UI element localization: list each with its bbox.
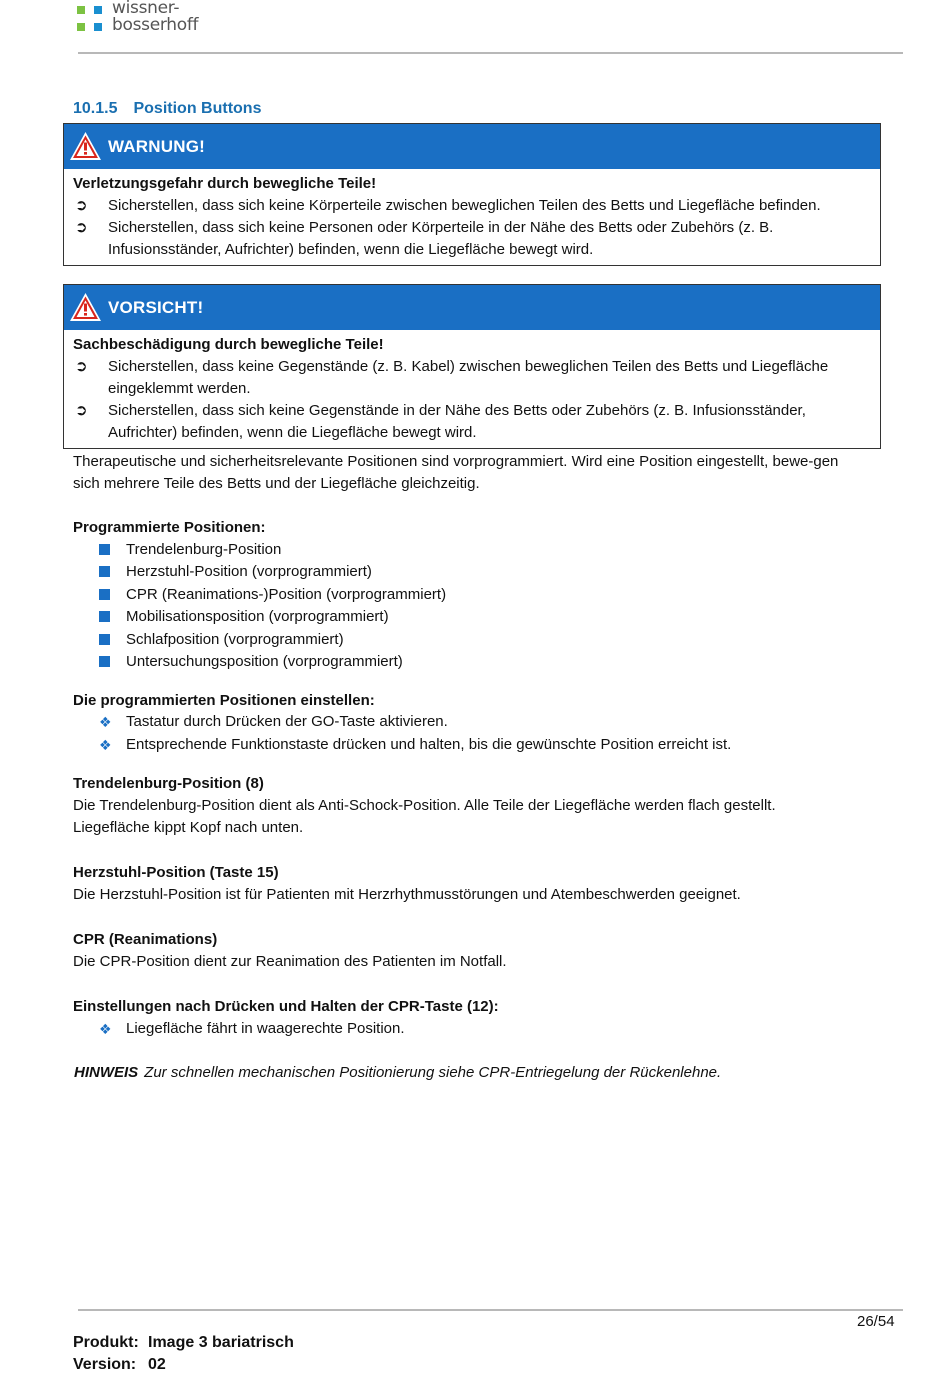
cpr-section — [73, 929, 873, 973]
page-number: 26/54 — [857, 1313, 895, 1330]
warning-title: WARNUNG! — [108, 137, 205, 156]
note-label: HINWEIS — [74, 1064, 139, 1081]
square-bullet-icon — [99, 566, 110, 577]
trendelenburg-heading: Trendelenburg-Position (8) — [73, 775, 264, 792]
note-text: Zur schnellen mechanischen Positionierung siehe CPR-Entriegelung der Rückenlehne. — [144, 1064, 722, 1081]
caution-item-text: Sicherstellen, dass keine Gegenstände (z. B. Kabel) zwischen beweglichen Teilen des Betts und Liegefläche eingeklemmt werden. — [108, 358, 829, 397]
cpr-settings-heading: Einstellungen nach Drücken und Halten der CPR-Taste (12): — [73, 998, 499, 1015]
list-item-text: Trendelenburg-Position — [126, 541, 282, 558]
logo-line-2: bosserhoff — [112, 15, 199, 35]
list-item-text: Mobilisationsposition (vorprogrammiert) — [126, 608, 389, 626]
diamond-bullet-icon: ❖ — [99, 714, 112, 730]
warning-box — [63, 123, 881, 266]
product-label: Produkt: — [73, 1334, 139, 1351]
arrow-icon: ➲ — [75, 219, 88, 236]
list-item-text: CPR (Reanimations-)Position (vorprogrammiert) — [126, 585, 447, 603]
caution-body — [64, 330, 880, 448]
arrow-icon: ➲ — [75, 402, 88, 419]
list-item-text: Tastatur durch Drücken der GO-Taste aktivieren. — [126, 713, 448, 730]
intro-paragraph: Therapeutische und sicherheitsrelevante Positionen sind vorprogrammiert. Wird eine Position eingestellt, bewe-gen sich mehrere Teile des Betts und der Liegefläche gleichzeitig. — [73, 453, 839, 492]
section-number: 10.1.5 — [73, 100, 118, 117]
warning-subtitle: Verletzungsgefahr durch bewegliche Teile! — [73, 175, 377, 192]
list-item — [99, 606, 446, 628]
square-bullet-icon — [99, 589, 110, 600]
trendelenburg-line-1: Die Trendelenburg-Position dient als Anti-Schock-Position. Alle Teile der Liegefläche werden flach gestellt. — [73, 797, 776, 814]
trendelenburg-section — [73, 773, 873, 839]
warning-triangle-icon — [69, 131, 102, 161]
header-rule — [78, 52, 903, 54]
footer-rule — [78, 1309, 903, 1311]
footer-info — [73, 1332, 294, 1376]
caution-item — [73, 356, 872, 400]
programmed-list — [99, 539, 446, 673]
logo-square-green-top — [77, 6, 85, 14]
footer-product — [73, 1332, 294, 1354]
set-positions-list — [99, 711, 731, 756]
list-item-text: Untersuchungsposition (vorprogrammiert) — [126, 653, 403, 671]
version-label: Version: — [73, 1356, 137, 1373]
cpr-heading: CPR (Reanimations) — [73, 931, 218, 948]
footer-version — [73, 1354, 294, 1376]
caution-header — [64, 285, 880, 330]
list-item — [99, 1018, 405, 1041]
logo-square-blue-bottom — [94, 23, 102, 31]
cpr-text: Die CPR-Position dient zur Reanimation des Patienten im Notfall. — [73, 953, 507, 970]
list-item-text: Herzstuhl-Position (vorprogrammiert) — [126, 563, 372, 581]
caution-title: VORSICHT! — [108, 298, 204, 317]
logo-square-blue-top — [94, 6, 102, 14]
square-bullet-icon — [99, 544, 110, 555]
herzstuhl-text: Die Herzstuhl-Position ist für Patienten mit Herzrhythmusstörungen und Atembeschwerden geeignet. — [73, 886, 741, 903]
square-bullet-icon — [99, 634, 110, 645]
logo-line-1: wissner- — [112, 0, 180, 18]
logo-wordmark — [112, 0, 198, 34]
herzstuhl-heading: Herzstuhl-Position (Taste 15) — [73, 864, 279, 881]
arrow-icon: ➲ — [75, 358, 88, 375]
note — [74, 1064, 721, 1081]
list-item — [99, 561, 446, 583]
section-title — [73, 100, 261, 118]
diamond-bullet-icon: ❖ — [99, 736, 112, 753]
warning-item-text: Sicherstellen, dass sich keine Personen oder Körperteile in der Nähe des Betts oder Zubehörs (z. B. Infusionsständer, Aufrichter) befinden, wenn die Liegefläche bewegt wird. — [108, 219, 774, 258]
version-value: 02 — [148, 1356, 166, 1373]
logo-square-green-bottom — [77, 23, 85, 31]
list-item-text: Liegefläche fährt in waagerechte Position. — [126, 1020, 405, 1037]
warning-item — [73, 217, 872, 261]
caution-item — [73, 400, 872, 444]
square-bullet-icon — [99, 656, 110, 667]
list-item — [99, 584, 446, 606]
list-item — [99, 651, 446, 673]
list-item-text: Entsprechende Funktionstaste drücken und halten, bis die gewünschte Position erreicht ist. — [126, 735, 732, 753]
herzstuhl-section — [73, 862, 873, 906]
list-item — [99, 629, 446, 651]
warning-triangle-icon — [69, 292, 102, 322]
list-item — [99, 539, 446, 561]
warning-item-text: Sicherstellen, dass sich keine Körperteile zwischen beweglichen Teilen des Betts und Liegefläche befinden. — [108, 197, 821, 214]
diamond-bullet-icon: ❖ — [99, 1021, 112, 1037]
trendelenburg-line-2: Liegefläche kippt Kopf nach unten. — [73, 819, 304, 836]
section-name: Position Buttons — [133, 100, 262, 117]
list-item — [99, 734, 731, 757]
product-value: Image 3 bariatrisch — [148, 1334, 294, 1351]
square-bullet-icon — [99, 611, 110, 622]
warning-item — [73, 195, 872, 217]
list-item-text: Schlafposition (vorprogrammiert) — [126, 630, 344, 648]
programmed-heading: Programmierte Positionen: — [73, 519, 266, 536]
caution-box — [63, 284, 881, 449]
arrow-icon: ➲ — [75, 197, 88, 214]
caution-subtitle: Sachbeschädigung durch bewegliche Teile! — [73, 336, 384, 353]
list-item — [99, 711, 731, 734]
warning-header — [64, 124, 880, 169]
cpr-settings-list — [99, 1018, 405, 1041]
caution-item-text: Sicherstellen, dass sich keine Gegenstände in der Nähe des Betts oder Zubehörs (z. B. Infusionsständer, Aufrichter) befinden, wenn die Liegefläche bewegt wird. — [108, 402, 806, 441]
warning-body — [64, 169, 880, 265]
set-positions-heading: Die programmierten Positionen einstellen: — [73, 692, 375, 709]
